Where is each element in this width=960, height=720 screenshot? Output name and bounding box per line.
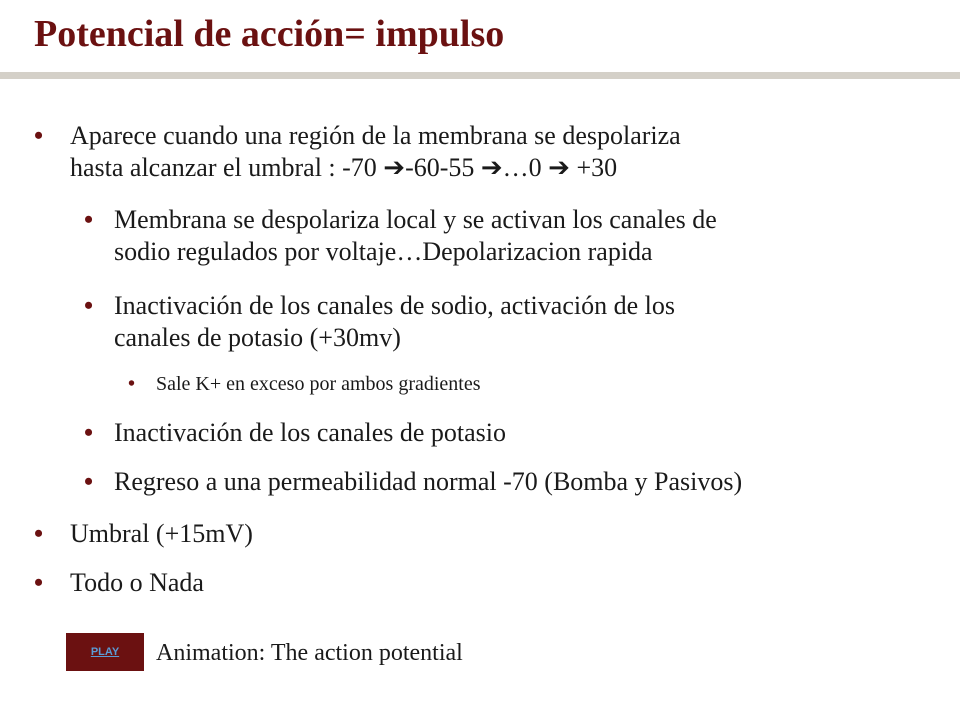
play-animation-button[interactable] xyxy=(66,633,144,671)
bullet-line: Membrana se despolariza local y se activan los canales de xyxy=(114,205,717,234)
bullet-marker: • xyxy=(34,519,44,548)
bullet-item-potassium-exit: Sale K+ en exceso por ambos gradientes xyxy=(156,373,481,395)
bullet-marker: • xyxy=(84,291,94,320)
bullet-item-all-or-none: Todo o Nada xyxy=(70,568,204,597)
bullet-item-appearance xyxy=(70,120,681,184)
bullet-item-normal-permeability: Regreso a una permeabilidad normal -70 (Bomba y Pasivos) xyxy=(114,467,743,496)
bullet-item-depolarization xyxy=(114,204,717,268)
bullet-marker: • xyxy=(84,467,94,496)
bullet-line: hasta alcanzar el umbral : -70 ➔-60-55 ➔…0 ➔ +30 xyxy=(70,153,618,182)
slide-title: Potencial de acción= impulso xyxy=(34,13,505,55)
bullet-line: Inactivación de los canales de sodio, activación de los xyxy=(114,291,675,320)
bullet-item-sodium-inactivation xyxy=(114,290,675,354)
bullet-line: canales de potasio (+30mv) xyxy=(114,323,401,352)
title-divider xyxy=(0,72,960,79)
play-button-label[interactable]: PLAY xyxy=(90,646,120,658)
bullet-item-potassium-inactivation: Inactivación de los canales de potasio xyxy=(114,418,507,447)
bullet-marker: • xyxy=(34,121,44,150)
animation-caption: Animation: The action potential xyxy=(156,640,463,666)
bullet-item-threshold: Umbral (+15mV) xyxy=(70,519,253,548)
bullet-marker: • xyxy=(128,373,136,395)
bullet-line: Aparece cuando una región de la membrana se despolariza xyxy=(70,121,681,150)
bullet-line: sodio regulados por voltaje…Depolarizacion rapida xyxy=(114,237,653,266)
bullet-marker: • xyxy=(84,418,94,447)
bullet-marker: • xyxy=(34,568,44,597)
bullet-marker: • xyxy=(84,205,94,234)
